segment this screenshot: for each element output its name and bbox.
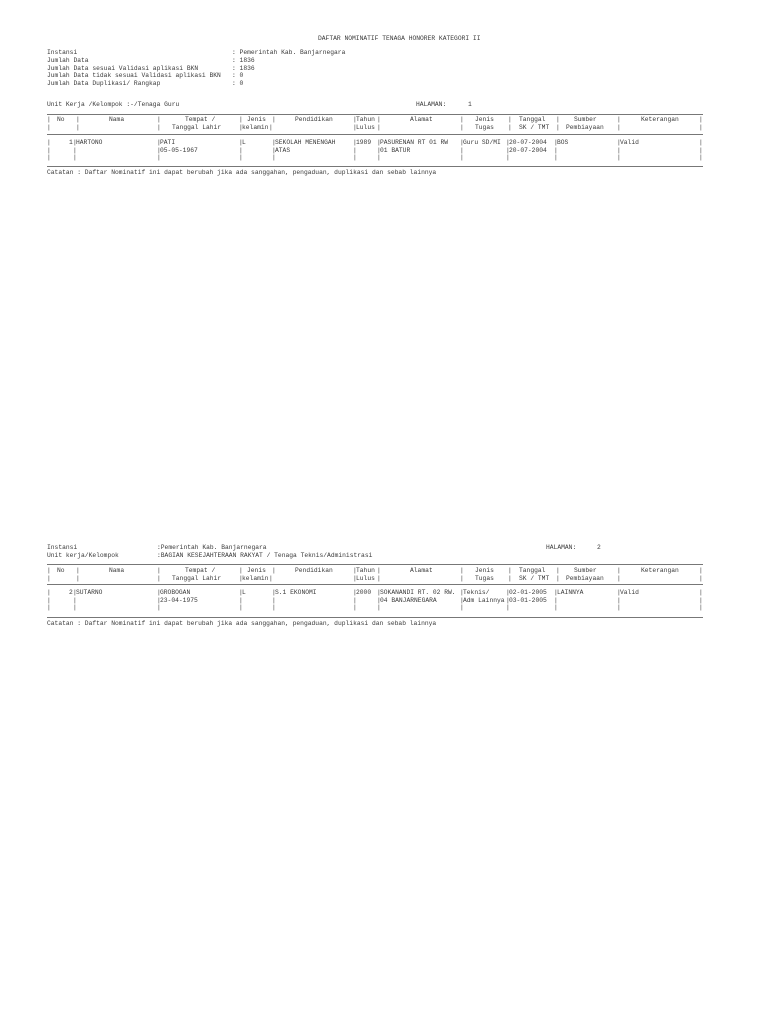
row-jenis-tugas: Guru SD/MI <box>463 139 501 146</box>
col-nama: Nama <box>109 116 125 123</box>
col-jenis-tugas: Jenis <box>475 567 494 574</box>
col-tugas: Tugas <box>475 123 494 131</box>
row-tanggal-sk: 02-01-2005 <box>509 589 547 596</box>
col-keterangan: Keterangan <box>641 567 679 574</box>
col-jenis-kelamin: Jenis <box>247 116 266 123</box>
row-pendidikan-1: SEKOLAH MENENGAH <box>275 139 336 146</box>
col-tanggal-lahir: Tanggal Lahir <box>172 123 222 131</box>
row-jenis-kelamin: L <box>242 139 246 146</box>
summary-value-tidak-sesuai: : 0 <box>232 72 244 79</box>
row-alamat-2: 04 BANJARNEGARA <box>380 596 437 604</box>
footnote: Catatan : Daftar Nominatif ini dapat berubah jika ada sanggahan, pengaduan, duplikasi dan sebab lainnya <box>47 620 437 627</box>
col-kelamin: kelamin <box>242 123 269 131</box>
row-jenis-tugas-1: Teknis/ <box>463 589 490 596</box>
summary-value-jumlah: : 1836 <box>232 57 255 64</box>
row-tempat: GROBOGAN <box>160 589 191 596</box>
col-pembiayaan: Pembiayaan <box>566 123 604 131</box>
footnote: Catatan : Daftar Nominatif ini dapat berubah jika ada sanggahan, pengaduan, duplikasi dan sebab lainnya <box>47 169 437 176</box>
col-jenis-kelamin: Jenis <box>247 567 266 574</box>
row-no: 1 <box>69 139 73 146</box>
table-top-rule <box>47 114 703 115</box>
col-tempat: Tempat / <box>185 567 216 574</box>
row-nama: HARTONO <box>76 139 103 146</box>
row-pendidikan-1: S.1 EKONOMI <box>275 589 317 596</box>
summary-label-jumlah: Jumlah Data <box>47 57 89 64</box>
halaman-number: 2 <box>597 544 601 551</box>
unit-kerja-value: :BAGIAN KESEJAHTERAAN RAKYAT / Tenaga Teknis/Administrasi <box>157 552 373 559</box>
table-top-rule <box>47 564 703 565</box>
row-sumber: LAINNYA <box>557 589 584 596</box>
col-pembiayaan: Pembiayaan <box>566 574 604 582</box>
row-tanggal-tmt: 03-01-2005 <box>509 596 547 604</box>
col-pendidikan: Pendidikan <box>295 567 333 574</box>
col-pendidikan: Pendidikan <box>295 116 333 123</box>
col-lulus: Lulus <box>356 123 375 131</box>
header-bottom-rule <box>47 134 703 135</box>
col-tanggal: Tanggal <box>519 567 546 574</box>
col-sk-tmt: SK / TMT <box>519 574 550 582</box>
summary-label-duplikasi: Jumlah Data Duplikasi/ Rangkap <box>47 80 161 87</box>
summary-value-duplikasi: : 0 <box>232 80 244 87</box>
table-bottom-rule <box>47 617 703 618</box>
row-jenis-kelamin: L <box>242 589 246 596</box>
report-title: DAFTAR NOMINATIF TENAGA HONORER KATEGORI II <box>318 35 481 42</box>
table-bottom-rule <box>47 166 703 167</box>
col-alamat: Alamat <box>410 567 433 574</box>
row-keterangan: Valid <box>620 589 639 596</box>
row-keterangan: Valid <box>620 139 639 146</box>
instansi-value: :Pemerintah Kab. Banjarnegara <box>157 544 267 551</box>
row-tanggal-sk: 20-07-2004 <box>509 139 547 146</box>
col-tugas: Tugas <box>475 574 494 582</box>
unit-kerja-line: Unit Kerja /Kelompok :-/Tenaga Guru <box>47 101 180 108</box>
halaman-label: HALAMAN: <box>416 101 447 108</box>
row-pendidikan-2: ATAS <box>275 146 291 154</box>
col-kelamin: kelamin <box>242 574 269 582</box>
row-tahun: 2000 <box>356 589 372 596</box>
row-jenis-tugas-2: Adm Lainnya <box>463 596 505 604</box>
row-nama: SUTARNO <box>76 589 103 596</box>
row-no: 2 <box>69 589 73 596</box>
col-alamat: Alamat <box>410 116 433 123</box>
row-tahun: 1989 <box>356 139 372 146</box>
halaman-label: HALAMAN: <box>546 544 577 551</box>
col-no: No <box>57 567 65 574</box>
table-header: | No | Nama | Tempat / | Jenis | Pendidikan | Tahun | Alamat | Jenis | Tanggal | Sumber | Keterangan | | | | Tanggal Lahir | kelamin | | Lulus | | Tugas | SK / TMT | Pembiayaan | | <box>47 116 703 131</box>
row-tempat: PATI <box>160 139 176 146</box>
summary-label-instansi: Instansi <box>47 49 78 56</box>
summary-value-instansi: : Pemerintah Kab. Banjarnegara <box>232 49 346 56</box>
col-tanggal-lahir: Tanggal Lahir <box>172 574 222 582</box>
col-sumber: Sumber <box>574 116 597 123</box>
halaman-number: 1 <box>468 101 472 108</box>
row-alamat-1: PASURENAN RT 01 RW <box>380 139 449 146</box>
row-tanggal-lahir: 05-05-1967 <box>160 146 198 154</box>
summary-label-tidak-sesuai: Jumlah Data tidak sesuai Validasi aplikasi BKN <box>47 72 221 79</box>
unit-kerja-label: Unit kerja/Kelompok <box>47 552 119 559</box>
col-sumber: Sumber <box>574 567 597 574</box>
col-keterangan: Keterangan <box>641 116 679 123</box>
col-nama: Nama <box>109 567 125 574</box>
row-tanggal-tmt: 20-07-2004 <box>509 146 547 154</box>
table-header: | No | Nama | Tempat / | Jenis | Pendidikan | Tahun | Alamat | Jenis | Tanggal | Sumber | Keterangan | | | | Tanggal Lahir | kelamin | | Lulus | | Tugas | SK / TMT | Pembiayaan | | <box>47 567 703 582</box>
col-sk-tmt: SK / TMT <box>519 123 550 131</box>
summary-value-sesuai: : 1836 <box>232 65 255 72</box>
row-alamat-1: SOKANANDI RT. 02 RW. <box>380 589 456 596</box>
table-row: | 1 | HARTONO | PATI | L | SEKOLAH MENENGAH | 1989 | PASURENAN RT 01 RW | Guru SD/MI | 20-07-2004 | BOS | Valid | | | | 05-05-1967 | | ATAS | | 01 BATUR | | 20-07-2004 | | | | | | | | | | | | | | | <box>47 139 703 161</box>
row-alamat-2: 01 BATUR <box>380 146 411 154</box>
instansi-label: Instansi <box>47 544 78 551</box>
row-sumber: BOS <box>557 139 569 146</box>
col-tanggal: Tanggal <box>519 116 546 123</box>
row-tanggal-lahir: 23-04-1975 <box>160 596 198 604</box>
col-jenis-tugas: Jenis <box>475 116 494 123</box>
col-lulus: Lulus <box>356 574 375 582</box>
summary-label-sesuai: Jumlah Data sesuai Validasi aplikasi BKN <box>47 65 199 72</box>
col-tempat: Tempat / <box>185 116 216 123</box>
col-tahun: Tahun <box>356 567 375 574</box>
col-no: No <box>57 116 65 123</box>
table-row: | 2 | SUTARNO | GROBOGAN | L | S.1 EKONOMI | 2000 | SOKANANDI RT. 02 RW. | Teknis/ | 02-01-2005 | LAINNYA | Valid | | | | 23-04-1975 | | | | 04 BANJARNEGARA | Adm Lainnya | 03-01-2005 | | | | | | | | | | | | | | | <box>47 589 703 611</box>
header-bottom-rule <box>47 584 703 585</box>
col-tahun: Tahun <box>356 116 375 123</box>
